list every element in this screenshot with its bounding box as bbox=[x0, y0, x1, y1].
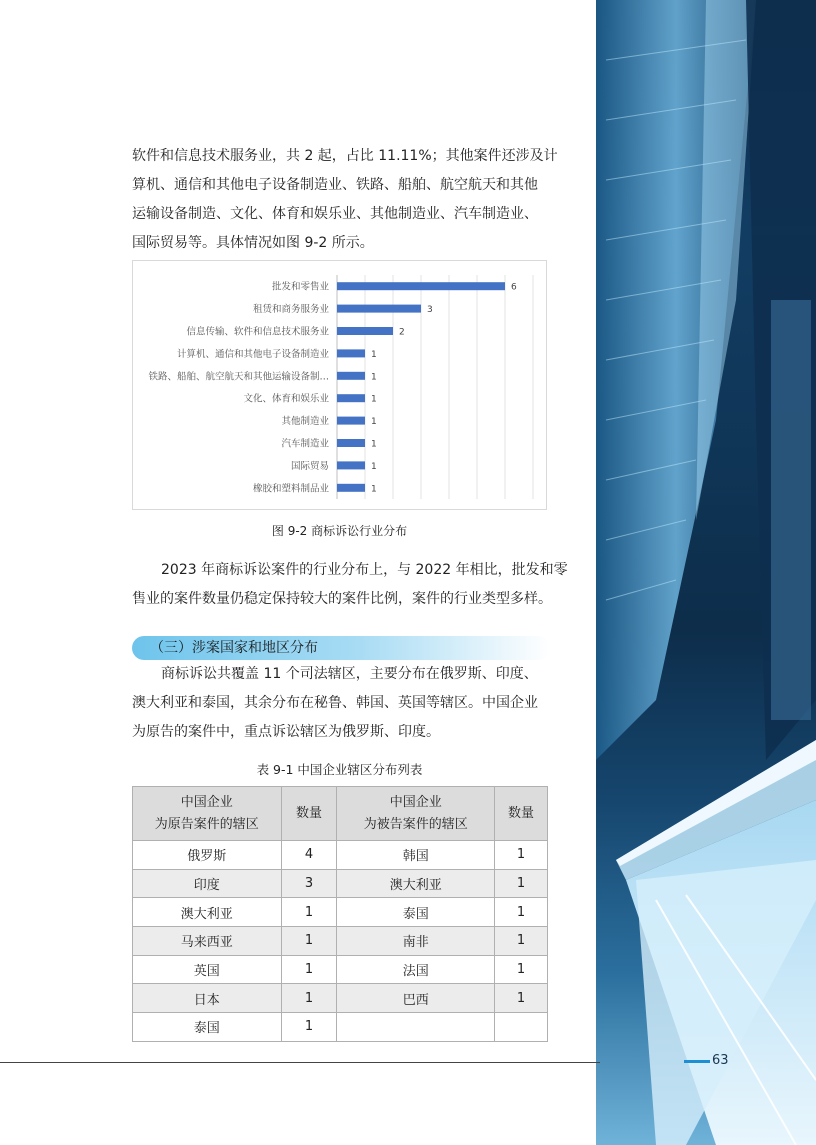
header-plaintiff-jurisdiction bbox=[133, 787, 282, 841]
bar bbox=[337, 484, 365, 492]
table-cell: 南非 bbox=[337, 927, 495, 956]
data-label: 1 bbox=[371, 484, 377, 495]
category-label: 铁路、船舶、航空航天和其他运输设备制… bbox=[148, 371, 329, 383]
table-cell: 泰国 bbox=[133, 1013, 282, 1042]
intro-paragraph bbox=[132, 142, 558, 258]
table-cell: 澳大利亚 bbox=[337, 869, 495, 898]
table-row bbox=[133, 898, 548, 927]
header-line: 中国企业 bbox=[389, 794, 442, 810]
header-defendant-jurisdiction bbox=[337, 787, 495, 841]
page-number: 63 bbox=[712, 1053, 729, 1068]
text-line: 售业的案件数量仍稳定保持较大的案件比例，案件的行业类型多样。 bbox=[132, 591, 552, 607]
bar bbox=[337, 461, 365, 469]
text-line: 商标诉讼共覆盖 11 个司法辖区，主要分布在俄罗斯、印度、 bbox=[161, 666, 538, 682]
header-line: 为被告案件的辖区 bbox=[363, 816, 468, 832]
table-cell: 1 bbox=[495, 841, 548, 870]
table-header-row bbox=[133, 787, 548, 841]
table-cell: 1 bbox=[281, 927, 337, 956]
table-cell: 3 bbox=[281, 869, 337, 898]
table-cell: 4 bbox=[281, 841, 337, 870]
table-cell: 日本 bbox=[133, 984, 282, 1013]
data-label: 2 bbox=[399, 327, 405, 338]
category-label: 橡胶和塑料制品业 bbox=[252, 483, 329, 495]
table-cell bbox=[337, 1013, 495, 1042]
table-cell: 泰国 bbox=[337, 898, 495, 927]
table-cell: 马来西亚 bbox=[133, 927, 282, 956]
text-line: 国际贸易等。具体情况如图 9-2 所示。 bbox=[132, 235, 374, 251]
table-caption: 表 9-1 中国企业辖区分布列表 bbox=[256, 762, 423, 777]
bar bbox=[337, 394, 365, 402]
text-line: 为原告的案件中，重点诉讼辖区为俄罗斯、印度。 bbox=[132, 724, 440, 740]
category-label: 国际贸易 bbox=[290, 460, 329, 472]
header-defendant-count bbox=[495, 787, 548, 841]
data-label: 6 bbox=[511, 282, 517, 293]
bar bbox=[337, 372, 365, 380]
table-cell: 法国 bbox=[337, 955, 495, 984]
table-cell: 1 bbox=[495, 898, 548, 927]
table-row bbox=[133, 841, 548, 870]
header-line: 数量 bbox=[508, 805, 535, 821]
header-plaintiff-count bbox=[281, 787, 337, 841]
jurisdiction-paragraph bbox=[132, 660, 550, 747]
table-row bbox=[133, 984, 548, 1013]
data-label: 1 bbox=[371, 372, 377, 383]
table-cell: 1 bbox=[495, 869, 548, 898]
industry-bar-chart bbox=[132, 260, 547, 510]
bar bbox=[337, 282, 505, 290]
header-line: 中国企业 bbox=[180, 794, 233, 810]
bar bbox=[337, 327, 393, 335]
data-label: 3 bbox=[427, 305, 433, 316]
table-cell: 澳大利亚 bbox=[133, 898, 282, 927]
table-cell: 1 bbox=[281, 984, 337, 1013]
table-cell: 俄罗斯 bbox=[133, 841, 282, 870]
header-line: 为原告案件的辖区 bbox=[154, 816, 259, 832]
bar bbox=[337, 349, 365, 357]
footer-rule bbox=[0, 1062, 600, 1063]
data-label: 1 bbox=[371, 394, 377, 405]
decorative-city-photo bbox=[596, 0, 816, 1145]
category-label: 其他制造业 bbox=[281, 416, 329, 428]
table-row bbox=[133, 927, 548, 956]
text-line: 算机、通信和其他电子设备制造业、铁路、船舶、航空航天和其他 bbox=[132, 177, 538, 193]
table-cell: 1 bbox=[281, 898, 337, 927]
page-number-accent bbox=[684, 1060, 710, 1063]
figure-caption: 图 9-2 商标诉讼行业分布 bbox=[271, 524, 408, 538]
text-line: 澳大利亚和泰国，其余分布在秘鲁、韩国、英国等辖区。中国企业 bbox=[132, 695, 538, 711]
table-cell bbox=[495, 1013, 548, 1042]
category-label: 批发和零售业 bbox=[271, 281, 329, 293]
data-label: 1 bbox=[371, 439, 377, 450]
data-label: 1 bbox=[371, 349, 377, 360]
data-label: 1 bbox=[371, 461, 377, 472]
table-cell: 韩国 bbox=[337, 841, 495, 870]
category-label: 文化、体育和娱乐业 bbox=[243, 393, 329, 405]
table-row bbox=[133, 955, 548, 984]
category-label: 租赁和商务服务业 bbox=[252, 304, 329, 316]
table-cell: 1 bbox=[495, 955, 548, 984]
category-label: 汽车制造业 bbox=[281, 438, 329, 450]
bar bbox=[337, 305, 421, 313]
text-line: 运输设备制造、文化、体育和娱乐业、其他制造业、汽车制造业、 bbox=[132, 206, 538, 222]
table-cell: 1 bbox=[281, 955, 337, 984]
category-label: 信息传输、软件和信息技术服务业 bbox=[186, 326, 329, 338]
bar bbox=[337, 439, 365, 447]
category-label: 计算机、通信和其他电子设备制造业 bbox=[176, 348, 329, 360]
header-line: 数量 bbox=[296, 805, 323, 821]
table-row bbox=[133, 869, 548, 898]
bar bbox=[337, 417, 365, 425]
jurisdiction-table bbox=[132, 786, 548, 1042]
table-cell: 1 bbox=[495, 984, 548, 1013]
table-cell: 1 bbox=[281, 1013, 337, 1042]
table-cell: 英国 bbox=[133, 955, 282, 984]
table-cell: 1 bbox=[495, 927, 548, 956]
section-heading: （三）涉案国家和地区分布 bbox=[132, 636, 550, 660]
analysis-paragraph bbox=[132, 556, 568, 614]
table-cell: 印度 bbox=[133, 869, 282, 898]
table-cell: 巴西 bbox=[337, 984, 495, 1013]
table-row bbox=[133, 1013, 548, 1042]
data-label: 1 bbox=[371, 417, 377, 428]
text-line: 2023 年商标诉讼案件的行业分布上，与 2022 年相比，批发和零 bbox=[161, 562, 568, 578]
text-line: 软件和信息技术服务业，共 2 起，占比 11.11%；其他案件还涉及计 bbox=[132, 148, 558, 164]
